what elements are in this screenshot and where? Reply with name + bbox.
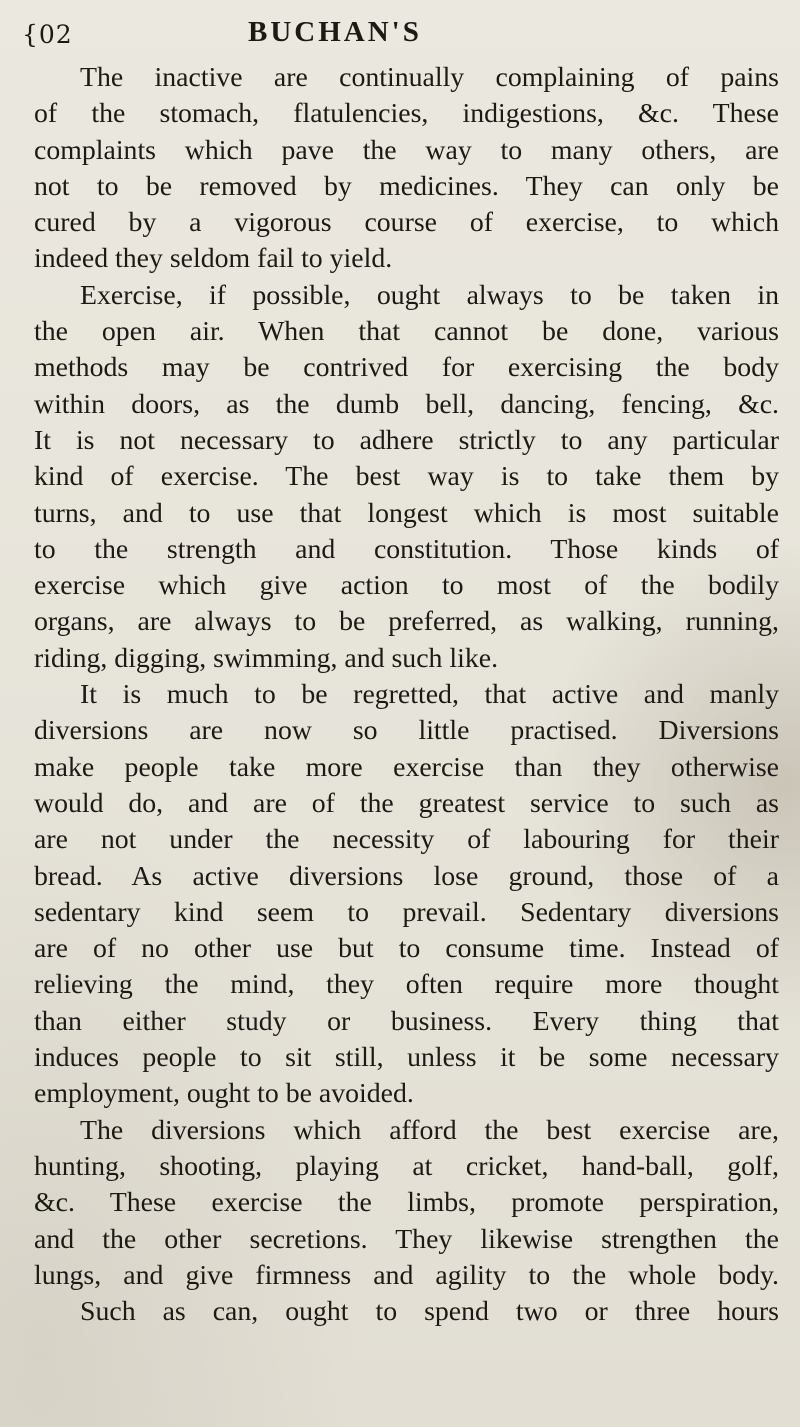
text-line: The inactive are continually complaining of pains <box>80 62 779 93</box>
text-line: Exercise, if possible, ought always to be taken in <box>80 279 779 311</box>
text-line: diversions are now so little practised. Diversions <box>34 715 779 747</box>
text-line: It is much to be regretted, that active and manly <box>80 679 779 711</box>
text-line: organs, are always to be preferred, as walking, running, <box>34 606 779 638</box>
text-line: are of no other use but to consume time. Instead of <box>34 933 779 965</box>
body-text <box>34 60 779 1330</box>
text-line: to the strength and constitution. Those kinds of <box>34 533 779 565</box>
text-line: within doors, as the dumb bell, dancing, fencing, &c. <box>34 388 779 420</box>
text-line: exercise which give action to most of the bodily <box>34 570 779 602</box>
text-line: indeed they seldom fail to yield. <box>34 243 393 275</box>
text-line: would do, and are of the greatest service to such as <box>34 787 779 819</box>
text-line: turns, and to use that longest which is most suitable <box>34 497 779 529</box>
text-line: kind of exercise. The best way is to take them by <box>34 461 779 493</box>
text-line: relieving the mind, they often require more thought <box>34 969 779 1001</box>
text-line: &c. These exercise the limbs, promote perspiration, <box>34 1187 779 1219</box>
text-line: are not under the necessity of labouring for their <box>34 824 779 856</box>
page-number: {02 <box>22 20 73 49</box>
text-line: The diversions which afford the best exercise are, <box>80 1114 779 1146</box>
text-line: hunting, shooting, playing at cricket, hand-ball, golf, <box>34 1150 779 1182</box>
running-head <box>22 16 778 56</box>
text-line: employment, ought to be avoided. <box>34 1078 414 1110</box>
text-line: methods may be contrived for exercising the body <box>34 352 779 384</box>
text-line: Such as can, ought to spend two or three hours <box>80 1296 779 1328</box>
text-line: of the stomach, flatulencies, indigestions, &c. These <box>34 98 779 130</box>
text-line: the open air. When that cannot be done, various <box>34 316 779 348</box>
text-line: bread. As active diversions lose ground, those of a <box>34 860 779 892</box>
text-line: not to be removed by medicines. They can only be <box>34 170 779 202</box>
text-line: lungs, and give firmness and agility to the whole body. <box>34 1259 779 1291</box>
text-line: cured by a vigorous course of exercise, to which <box>34 207 779 239</box>
running-title: BUCHAN'S <box>248 16 422 48</box>
text-line: riding, digging, swimming, and such like. <box>34 642 499 674</box>
text-line: make people take more exercise than they otherwise <box>34 751 779 783</box>
text-line: sedentary kind seem to prevail. Sedentary diversions <box>34 896 779 928</box>
text-line: induces people to sit still, unless it be some necessary <box>34 1042 779 1074</box>
text-line: and the other secretions. They likewise strengthen the <box>34 1223 779 1255</box>
text-line: It is not necessary to adhere strictly to any particular <box>34 424 779 456</box>
text-line: complaints which pave the way to many others, are <box>34 134 779 166</box>
text-line: than either study or business. Every thing that <box>34 1005 779 1037</box>
